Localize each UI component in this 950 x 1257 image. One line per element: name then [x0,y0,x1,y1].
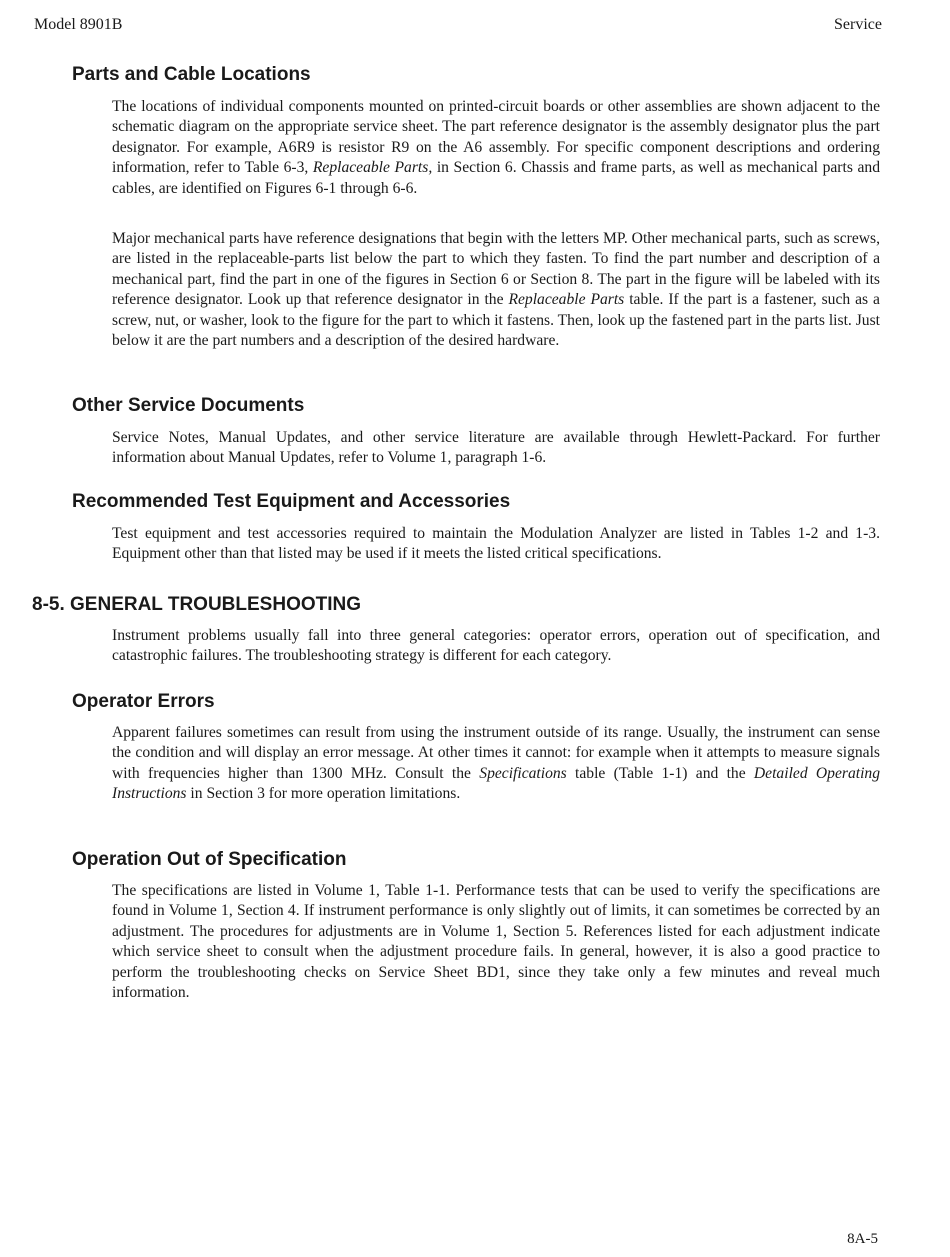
paragraph-operation-out-of-spec: The specifications are listed in Volume 1, Table 1-1. Performance tests that can be used to verify the specifications are found in Volume 1, Section 4. If instrument performance is only slightly out of limits, it can sometimes be corrected by an adjustment. The procedures for adjustments are in Volume 1, Section 5. References listed for each adjustment indicate which service sheet to consult when the adjustment procedure fails. In general, however, it is also a good practice to perform the troubleshooting checks on Service Sheet BD1, since they take only a few minutes and reveal much information. [112,882,880,1002]
heading-operator-errors: Operator Errors [72,691,215,712]
header-section: Service [834,16,882,33]
text-run: The locations of individual components mounted on printed-circuit boards or other assemblies are shown adjacent to the schematic diagram on the appropriate service sheet. The part reference designator is the assembly designator plus the part designator. For example, A6R9 is resistor R9 on the A6 assembly. For specific component descriptions and ordering information, refer to Table 6-3, [112,98,880,177]
paragraph-test-equipment: Test equipment and test accessories required to maintain the Modulation Analyzer are listed in Tables 1-2 and 1-3. Equipment other than that listed may be used if it meets the listed critical specifications. [112,525,880,563]
heading-general-troubleshooting: 8-5. GENERAL TROUBLESHOOTING [32,594,362,615]
heading-operation-out-of-spec: Operation Out of Specification [72,849,347,870]
italic-ref-detailed-operating-instructions: Detailed Operating Instructions [112,764,881,803]
paragraph-parts-cable-2 [112,229,880,351]
page-number: 8A-5 [847,1231,878,1247]
italic-ref-replaceable-parts: Replaceable Parts, [312,159,433,177]
text-run: table. If the part is a fastener, such as a screw, nut, or washer, look to the figure for the part to which it fastens. Then, look up the fastened part in the parts list. Just below it are the part numbers and a description of the desired hardware. [112,291,880,350]
text-run: Apparent failures sometimes can result from using the instrument outside of its range. Usually, the instrument can sense the condition and will display an error message. At other times it cannot: for example when it attempts to measure signals with frequencies higher than 1300 MHz. Consult the [112,724,880,782]
heading-test-equipment: Recommended Test Equipment and Accessories [72,491,511,512]
paragraph-parts-cable-1 [112,97,880,199]
text-run: in Section 6. Chassis and frame parts, as well as mechanical parts and cables, are identified on Figures 6-1 through 6-6. [112,159,880,197]
paragraph-general-troubleshooting: Instrument problems usually fall into three general categories: operator errors, operation out of specification, and catastrophic failures. The troubleshooting strategy is different for each category. [112,627,880,665]
text-run: table (Table 1-1) and the [566,764,754,782]
italic-ref-specifications: Specifications [479,764,567,782]
heading-parts-cable-locations: Parts and Cable Locations [72,64,311,85]
italic-ref-replaceable-parts-table: Replaceable Parts [508,291,625,309]
paragraph-other-docs: Service Notes, Manual Updates, and other service literature are available through Hewlett-Packard. For further information about Manual Updates, refer to Volume 1, paragraph 1-6. [112,429,880,467]
header-model: Model 8901B [34,16,123,33]
text-run: in Section 3 for more operation limitations. [186,785,461,803]
paragraph-operator-errors [112,723,880,805]
heading-other-service-documents: Other Service Documents [72,395,305,416]
text-run: Major mechanical parts have reference designations that begin with the letters MP. Other mechanical parts, such as screws, are listed in the replaceable-parts list below the part to which they fasten. To find the part number and description of a mechanical part, find the part in one of the figures in Section 6 or Section 8. The part in the figure will be labeled with its reference designator. Look up that reference designator in the [112,230,880,309]
